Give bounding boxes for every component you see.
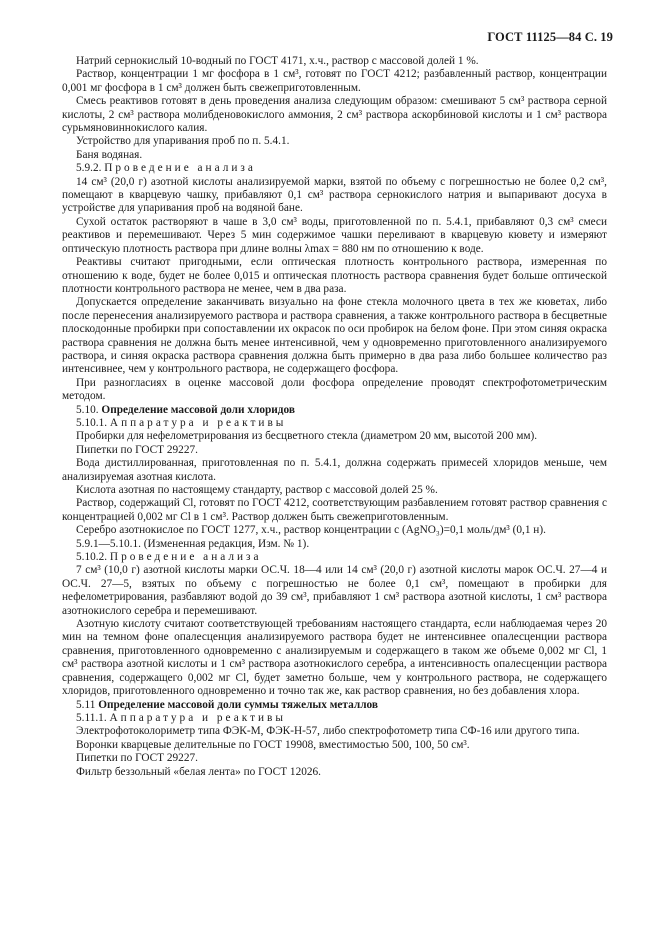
section-title: Определение массовой доли суммы тяжелых металлов xyxy=(98,698,379,711)
document-body xyxy=(62,55,607,779)
section-title: Проведение анализа xyxy=(104,162,256,175)
paragraph: Пипетки по ГОСТ 29227. xyxy=(76,752,198,765)
subsection-heading xyxy=(62,551,607,564)
section-number: 5.10.2. xyxy=(76,551,108,564)
paragraph: Раствор, содержащий Cl, готовят по ГОСТ 4212, соответствующим разбавлением готовят раствор сравнения с концентрацией 0,002 мг Cl в 1 см³. Раствор должен быть свежеприготовленным. xyxy=(62,497,607,523)
section-title: Проведение анализа xyxy=(109,551,262,564)
paragraph: Допускается определение заканчивать визуально на фоне стекла молочного цвета в тех же кюветах, либо после перенесения анализируемого раствора и раствора сравнения, а также контрольного раствора в бесцветные плоскодонные пробирки при сопоставлении их окрасок по оси пробирок на белом фоне. При этом синяя окраска раствора сравнения не должна быть менее интенсивной, чем у одновременно приготовленного анализируемого раствора, и синяя окраска раствора сравнения должна быть примерно в два раза либо большее количество раз интенсивнее, чем у контрольного раствора, не содержащего фосфора. xyxy=(62,296,607,376)
section-heading xyxy=(62,404,607,417)
section-number: 5.9.2. xyxy=(76,162,102,175)
paragraph: Реактивы считают пригодными, если оптическая плотность контрольного раствора, измеренная по отношению к воде, будет не более 0,015 и оптическая плотность раствора сравнения будет больше оптической плотности контрольного раствора не менее, чем в два раза. xyxy=(62,256,607,295)
section-number: 5.11 xyxy=(76,698,96,711)
page-header: ГОСТ 11125—84 С. 19 xyxy=(487,30,613,44)
paragraph: Сухой остаток растворяют в чаше в 3,0 см³ воды, приготовленной по п. 5.4.1, прибавляют 0,3 см³ смеси реактивов и перемешивают. Через 5 мин содержимое чашки переливают в кварцевую кювету и измеряют оптическую плотность раствора при длине волны λmax = 880 нм по отношению к воде. xyxy=(62,215,607,255)
paragraph: Пипетки по ГОСТ 29227. xyxy=(76,443,198,456)
paragraph: Раствор, концентрации 1 мг фосфора в 1 см³, готовят по ГОСТ 4212; разбавленный раствор, концентрации 0,001 мг фосфора в 1 см³ должен быть свежеприготовленным. xyxy=(62,68,607,94)
paragraph: 7 см³ (10,0 г) азотной кислоты марки ОС.Ч. 18—4 или 14 см³ (20,0 г) азотной кислоты марок ОС.Ч. 27—4 и ОС.Ч. 27—5, взятых по объему с погрешностью не более 0,1 см³, помещают в пробирки для нефелометрирования, разбавляют водой до 39 см³, прибавляют 1 см³ раствора азотной кислоты, 1 см³ раствора азотнокислого серебра и перемешивают. xyxy=(62,564,607,617)
section-number: 5.10. xyxy=(76,403,99,416)
paragraph: Натрий сернокислый 10-водный по ГОСТ 4171, х.ч., раствор с массовой долей 1 %. xyxy=(76,55,479,67)
paragraph: Смесь реактивов готовят в день проведения анализа следующим образом: смешивают 5 см³ раствора серной кислоты, 2 см³ раствора молибденовокислого аммония, 2 см³ раствора аскорбиновой кислоты и 1 см³ раствора сурьмяновиннокислого калия. xyxy=(62,95,607,135)
subsection-heading xyxy=(62,417,607,430)
section-heading xyxy=(62,699,607,712)
paragraph: Азотную кислоту считают соответствующей требованиям настоящего стандарта, если наблюдаемая через 20 мин на темном фоне опалесценция анализируемого раствора будет не интенсивнее опалесценции раствора сравнения, приготовленного одновременно с анализируемым и содержащего в таком же объеме 0,002 мг Cl, 1 см³ раствора азотной кислоты и 1 см³ раствора азотнокислого серебра, а интенсивность опалесценции раствора сравнения, содержащего 0,002 мг Cl, будет заметно больше, чем у контрольного раствора, не содержащего хлоридов, приготовленного одновременно и точно так же, как раствор сравнения, но без добавления хлора. xyxy=(62,618,607,698)
paragraph: Фильтр беззольный «белая лента» по ГОСТ 12026. xyxy=(76,765,322,778)
subsection-heading xyxy=(62,162,607,175)
paragraph: Устройство для упаривания проб по п. 5.4.1. xyxy=(76,135,290,148)
paragraph: Вода дистиллированная, приготовленная по п. 5.4.1, должна содержать примесей хлоридов меньше, чем анализируемая азотная кислота. xyxy=(62,457,607,483)
paragraph: При разногласиях в оценке массовой доли фосфора определение проводят спектрофотометрическим методом. xyxy=(62,376,607,403)
paragraph: Пробирки для нефелометрирования из бесцветного стекла (диаметром 20 мм, высотой 200 мм). xyxy=(76,430,538,443)
paragraph: Воронки кварцевые делительные по ГОСТ 19908, вместимостью 500, 100, 50 см³. xyxy=(76,738,470,751)
paragraph: Баня водяная. xyxy=(76,148,143,161)
paragraph: 5.9.1—5.10.1. (Измененная редакция, Изм. № 1). xyxy=(76,537,310,550)
section-title: Аппаратура и реактивы xyxy=(109,711,286,724)
paragraph: Кислота азотная по настоящему стандарту, раствор с массовой долей 25 %. xyxy=(76,484,438,496)
subsection-heading xyxy=(62,712,607,725)
paragraph: Серебро азотнокислое по ГОСТ 1277, х.ч., раствор концентрации с (AgNO₃)=0,1 моль/дм³ (0,1 н). xyxy=(76,524,546,537)
section-title: Определение массовой доли хлоридов xyxy=(101,403,295,416)
section-title: Аппаратура и реактивы xyxy=(109,416,287,429)
section-number: 5.10.1. xyxy=(76,416,108,429)
paragraph: Электрофотоколориметр типа ФЭК-М, ФЭК-Н-57, либо спектрофотометр типа СФ-16 или другого типа. xyxy=(76,725,580,738)
paragraph: 14 см³ (20,0 г) азотной кислоты анализируемой марки, взятой по объему с погрешностью не более 0,2 см³, помещают в кварцевую чашку, прибавляют 0,1 см³ раствора сернокислого натрия и выпаривают досуха в устройстве для упаривания проб на водяной бане. xyxy=(62,175,607,215)
section-number: 5.11.1. xyxy=(76,711,107,724)
